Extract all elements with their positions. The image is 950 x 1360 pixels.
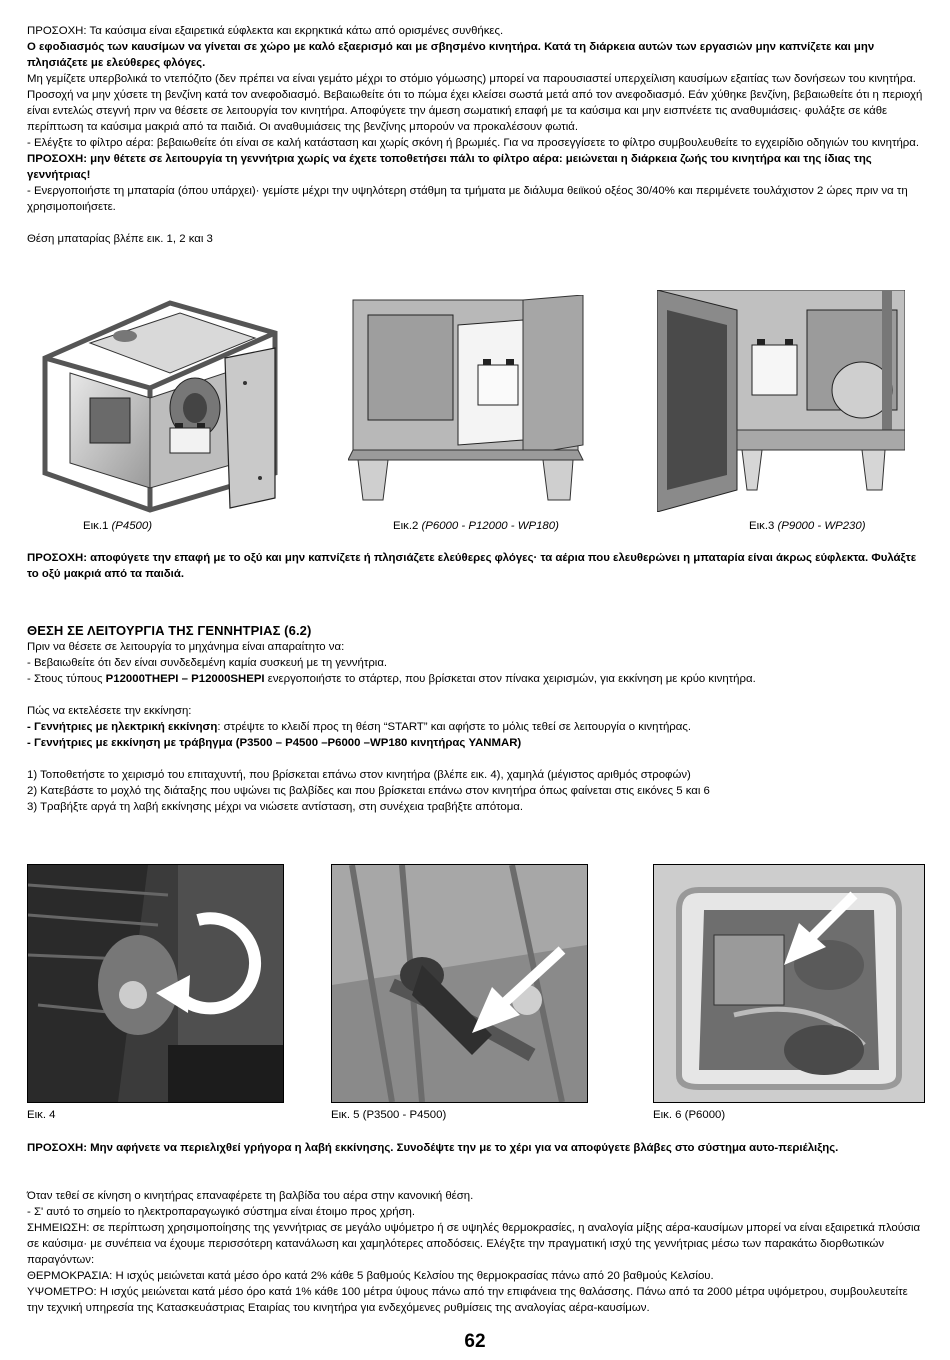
startup-step-starter: - Στους τύπους P12000THEPI – P12000SHEPI ενεργοποιήστε το στάρτερ, που βρίσκεται στον πίνακα χειρισμών, για εκκίνηση με κρύο κινητήρα. bbox=[27, 673, 756, 685]
startup-intro: Πριν να θέσετε σε λειτουργία το μηχάνημα είναι απαραίτητο να: bbox=[27, 641, 345, 653]
figure-5-caption: Εικ. 5 (P3500 - P4500) bbox=[331, 1109, 447, 1121]
after-start-section bbox=[27, 1188, 923, 1316]
figure-1-drawing bbox=[30, 288, 280, 513]
air-filter-check: - Ελέγξτε το φίλτρο αέρα: βεβαιωθείτε ότι είναι σε καλή κατάσταση και χωρίς σκόνη ή βρωμιές. Για να προσεγγίσετε το φίλτρο συμβουλευθείτε το εγχειρίδιο οδηγιών του κινητήρα. bbox=[27, 137, 920, 149]
air-filter-warning: ΠΡΟΣΟΧΗ: μην θέτετε σε λειτουργία τη γεννήτρια χωρίς να έχετε τοποθετήσει πάλι το φίλτρο αέρα: μειώνεται η διάρκεια ζωής του κινητήρα και της ίδιας της γεννήτριας! bbox=[27, 153, 872, 181]
startup-section bbox=[27, 623, 923, 815]
figure-5-photo bbox=[331, 864, 588, 1103]
fuel-safety-section bbox=[27, 23, 923, 247]
startup-step-no-device: - Βεβαιωθείτε ότι δεν είναι συνδεδεμένη καμία συσκευή με τη γεννήτρια. bbox=[27, 657, 388, 669]
altitude-factor: ΥΨΟΜΕΤΡΟ: Η ισχύς μειώνεται κατά μέσο όρο κατά 1% κάθε 100 μέτρα ύψους πάνω από την επιφάνεια της θαλάσσης. Πάνω από τα 2000 μέτρα υψόμετρου, συμβουλευτείτε την τεχνική υπηρεσία της Κατασκευάστριας Εταιρίας του κινητήρα για ενδεχόμενες ρυθμίσεις της αναλογίας αέρα-καυσίμων. bbox=[27, 1286, 908, 1314]
figure-2-drawing bbox=[348, 295, 588, 510]
battery-position-note: Θέση μπαταρίας βλέπε εικ. 1, 2 και 3 bbox=[27, 233, 213, 245]
step-3: 3) Τραβήξτε αργά τη λαβή εκκίνησης μέχρι να νιώσετε αντίσταση, στη συνέχεια τραβήξτε απότομα. bbox=[27, 801, 524, 813]
overfill-instructions: Μη γεμίζετε υπερβολικά το ντεπόζιτο (δεν πρέπει να είναι γεμάτο μέχρι το στόμιο γόμωσης) μπορεί να παρουσιαστεί υπερχείλιση καυσίμων εξαιτίας των δονήσεων του κινητήρα. Προσοχή να μην χύσετε τη βενζίνη κατά τον ανεφοδιασμό. Βεβαιωθείτε ότι το πώμα έχει κλείσει σωστά μετά από τον ανεφοδιασμό. Εάν χύθηκε βενζίνη, βεβαιωθείτε ότι η περιοχή είναι εντελώς στεγνή πριν να θέσετε σε λειτουργία τον κινητήρα. Αποφύγετε την άμεση σωματική επαφή με τα καύσιμα και μην εισπνέετε τις αναθυμιάσεις· φυλάξτε σε κάθε περίπτωση τα καύσιμα μακριά από τα παιδιά. Οι αναθυμιάσεις της βενζίνης μπορούν να προκαλέσουν φωτιά. bbox=[27, 73, 923, 133]
recoil-warning: ΠΡΟΣΟΧΗ: Μην αφήνετε να περιελιχθεί γρήγορα η λαβή εκκίνησης. Συνοδέψτε την με το χέρι για να αποφύγετε βλάβες στο σύστημα αυτο-περιέλιξης. bbox=[27, 1142, 839, 1154]
figure-2-caption: Εικ.2 (P6000 - P12000 - WP180) bbox=[393, 520, 559, 532]
refuelling-warning: Ο εφοδιασμός των καυσίμων να γίνεται σε χώρο με καλό εξαερισμό και με σβησμένο κινητήρα. Κατά τη διάρκεια αυτών των εργασιών μην καπνίζετε και μην πλησιάζετε με ελεύθερες φλόγες. bbox=[27, 41, 875, 69]
battery-activation: - Ενεργοποιήστε τη μπαταρία (όπου υπάρχει)· γεμίστε μέχρι την υψηλότερη στάθμη τα τμήματα με διάλυμα θειϊκού οξέος 30/40% και περιμένετε τουλάχιστον 2 ώρες πριν να τη χρησιμοποιήσετε. bbox=[27, 185, 908, 213]
acid-warning: ΠΡΟΣΟΧΗ: αποφύγετε την επαφή με το οξύ και μην καπνίζετε ή πλησιάζετε ελεύθερες φλόγες· τα αέρια που ελευθερώνει η μπαταρία είναι άκρως εύφλεκτα. Φυλάξτε το οξύ μακριά από τα παιδιά. bbox=[27, 552, 917, 580]
startup-howto: Πώς να εκτελέσετε την εκκίνηση: bbox=[27, 705, 192, 717]
section-title: ΘΕΣΗ ΣΕ ΛΕΙΤΟΥΡΓΙΑ ΤΗΣ ΓΕΝΝΗΤΡΙΑΣ (6.2) bbox=[27, 623, 312, 638]
recoil-start: - Γεννήτριες με εκκίνηση με τράβηγμα (P3500 – P4500 –P6000 –WP180 κινητήρας YANMAR) bbox=[27, 737, 522, 749]
figure-3-caption: Εικ.3 (P9000 - WP230) bbox=[749, 520, 866, 532]
figure-4-photo bbox=[27, 864, 284, 1103]
fuel-warning-line: ΠΡΟΣΟΧΗ: Τα καύσιμα είναι εξαιρετικά εύφλεκτα και εκρηκτικά κάτω από ορισμένες συνθήκες. bbox=[27, 25, 504, 37]
step-2: 2) Κατεβάστε το μοχλό της διάταξης που υψώνει τις βαλβίδες και που βρίσκεται επάνω στον κινητήρα όπως φαίνεται στις εικόνες 5 και 6 bbox=[27, 785, 710, 797]
figure-6-caption: Εικ. 6 (P6000) bbox=[653, 1109, 726, 1121]
figure-6-photo bbox=[653, 864, 925, 1103]
system-ready: - Σ' αυτό το σημείο το ηλεκτροπαραγωγικό σύστημα είναι έτοιμο προς χρήση. bbox=[27, 1206, 416, 1218]
step-1: 1) Τοποθετήστε το χειρισμό του επιταχυντή, που βρίσκεται επάνω στον κινητήρα (βλέπε εικ. 4), χαμηλά (μέγιστος αριθμός στροφών) bbox=[27, 769, 691, 781]
altitude-note: ΣΗΜΕΙΩΣΗ: σε περίπτωση χρησιμοποίησης της γεννήτριας σε μεγάλο υψόμετρο ή σε υψηλές θερμοκρασίες, η αναλογία μίξης αέρα-καυσίμων μπορεί να είναι εξαιρετικά πλούσια σε καύσιμα· με συνέπεια να έχουμε περισσότερη κατανάλωση και χαμηλότερες αποδόσεις. Ελέγξτε την πραγματική ισχύ της γεννήτριας μέσω των παρακάτω διορθωτικών παραγόντων: bbox=[27, 1222, 921, 1266]
figure-3-drawing bbox=[657, 290, 905, 512]
electric-start: - Γεννήτριες με ηλεκτρική εκκίνηση: στρέψτε το κλειδί προς τη θέση “START” και αφήστε το μόλις τεθεί σε λειτουργία ο κινητήρας. bbox=[27, 721, 692, 733]
figure-4-caption: Εικ. 4 bbox=[27, 1109, 56, 1121]
temperature-factor: ΘΕΡΜΟΚΡΑΣΙΑ: Η ισχύς μειώνεται κατά μέσο όρο κατά 2% κάθε 5 βαθμούς Κελσίου της θερμοκρασίας πάνω από 20 βαθμούς Κελσίου. bbox=[27, 1270, 714, 1282]
page-number: 62 bbox=[464, 1331, 486, 1352]
figure-1-caption: Εικ.1 (P4500) bbox=[83, 520, 153, 532]
choke-reset: Όταν τεθεί σε κίνηση ο κινητήρας επαναφέρετε τη βαλβίδα του αέρα στην κανονική θέση. bbox=[27, 1190, 474, 1202]
